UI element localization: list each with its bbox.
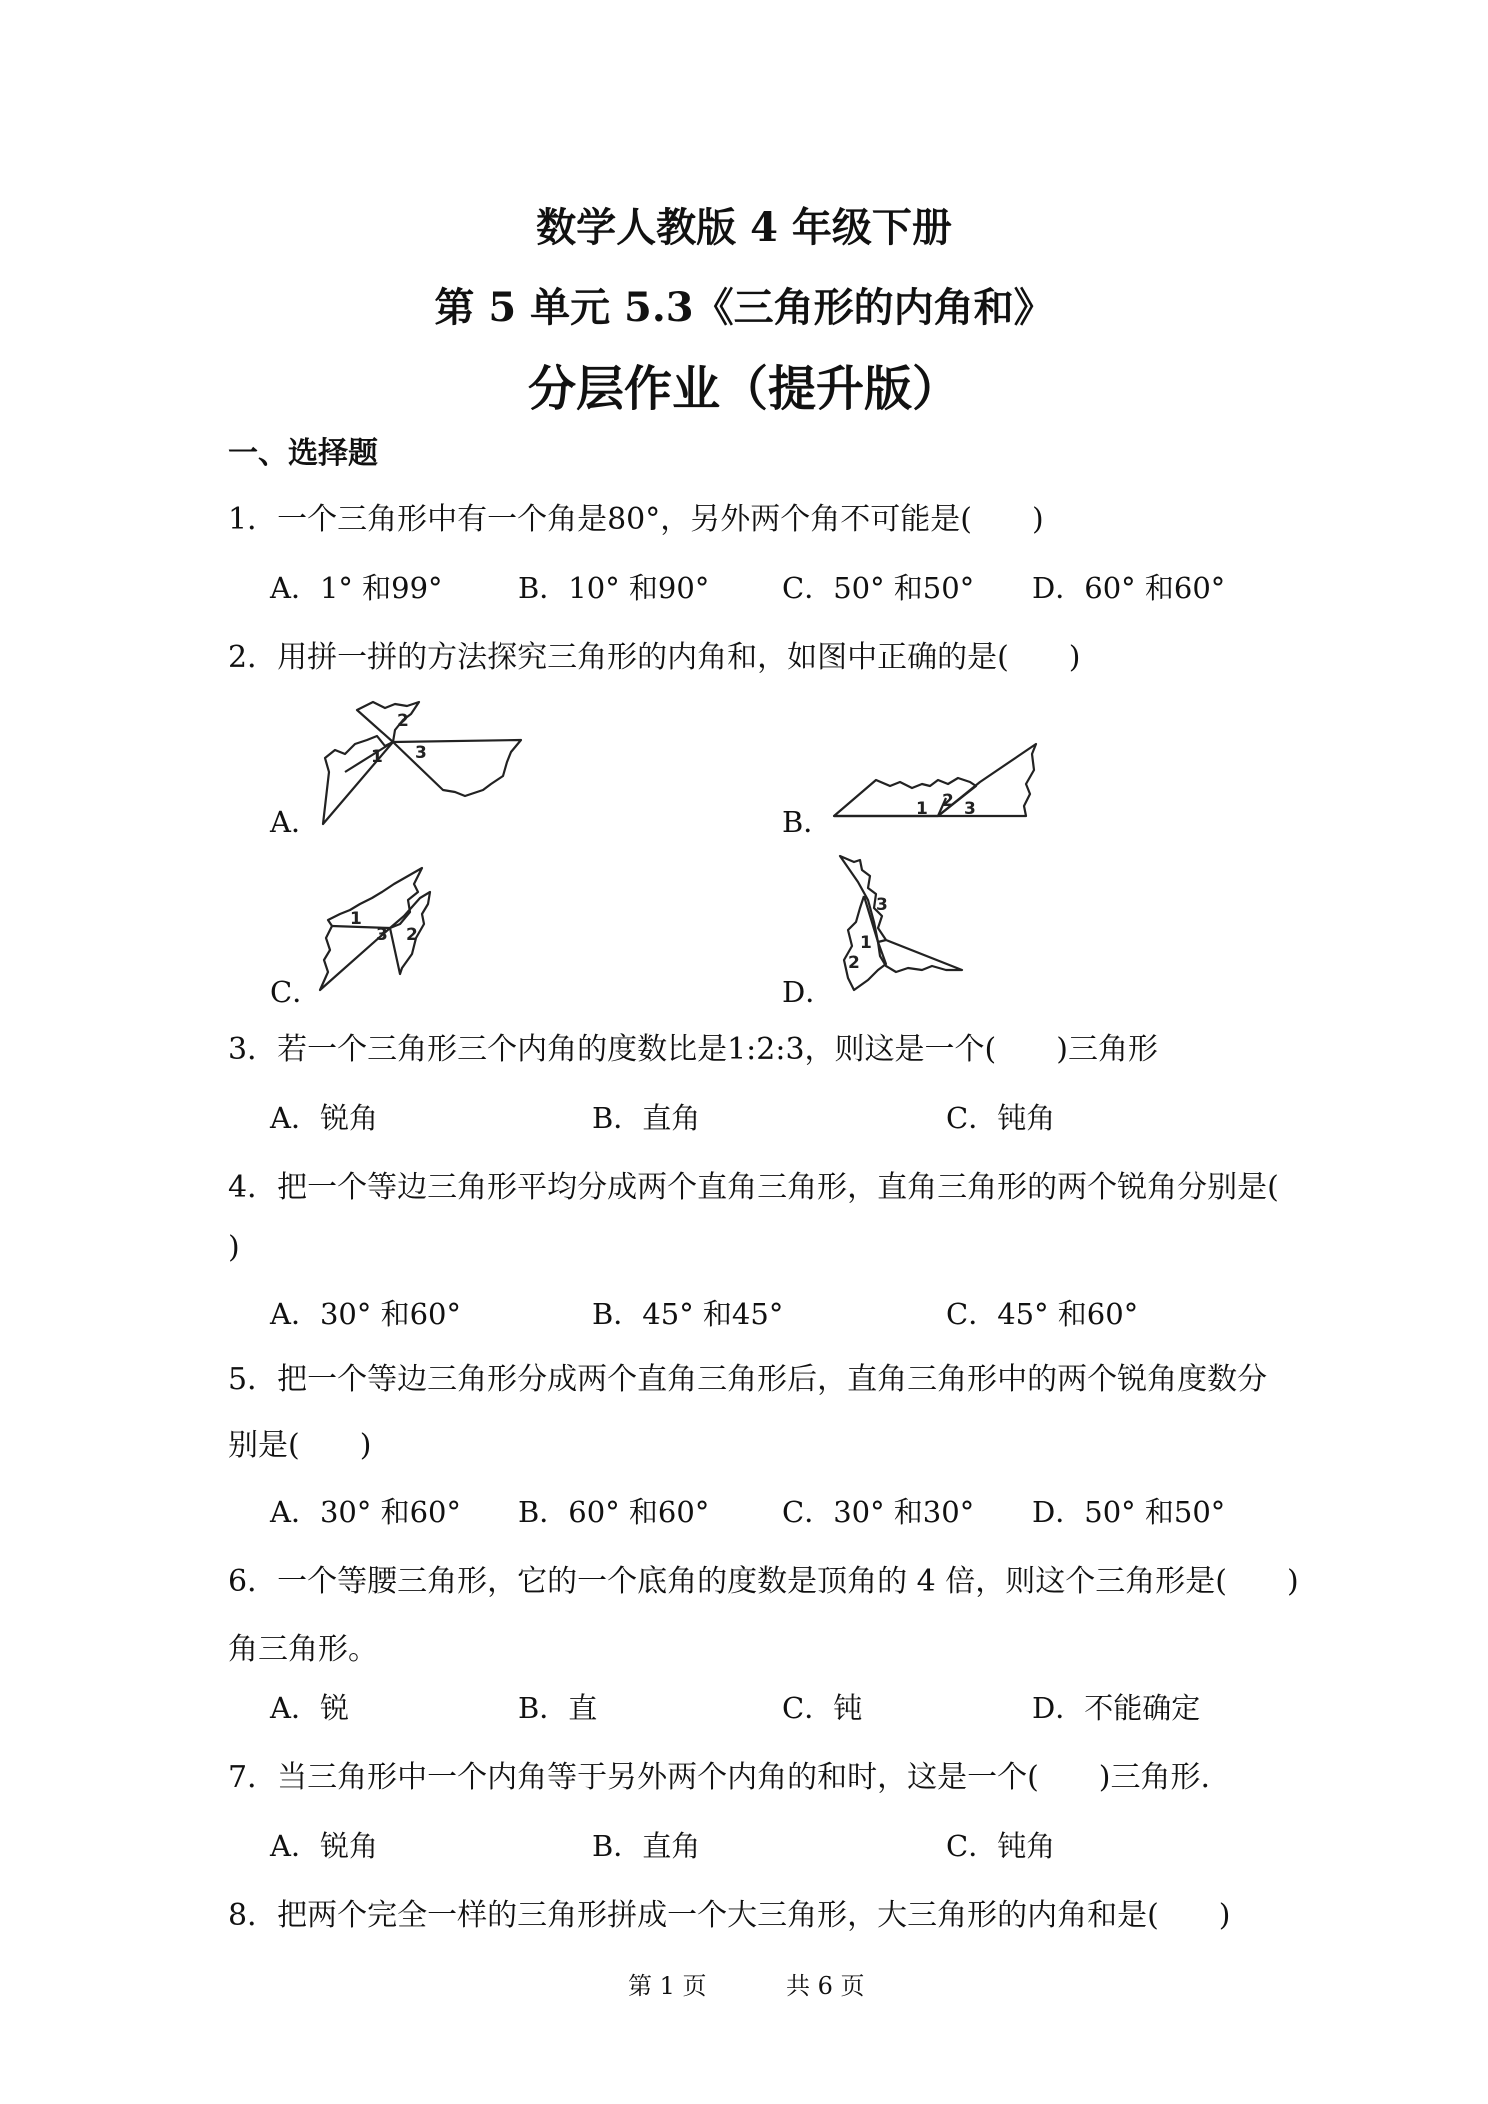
page-number-current: 第 1 页 <box>628 1972 707 2000</box>
question-4-option-c: C．45° 和60° <box>946 1297 1139 1331</box>
question-7-stem: 7．当三角形中一个内角等于另外两个内角的和时，这是一个( )三角形. <box>228 1760 1211 1795</box>
question-2-option-a: A． <box>270 805 320 839</box>
question-1-stem: 1．一个三角形中有一个角是80°，另外两个角不可能是( ) <box>228 502 1044 537</box>
question-2-figure-a <box>315 700 535 830</box>
figure-a-label-2: 2 <box>397 711 409 731</box>
question-6-option-d: D．不能确定 <box>1032 1691 1201 1725</box>
question-7-option-b: B．直角 <box>592 1829 701 1863</box>
question-7-option-a: A．锐角 <box>270 1829 378 1863</box>
question-4-option-b: B．45° 和45° <box>592 1297 784 1331</box>
figure-d-label-1: 1 <box>860 933 872 953</box>
figure-b-label-2: 2 <box>942 791 954 811</box>
question-2-option-b: B． <box>782 805 833 839</box>
figure-c-label-3: 3 <box>376 925 388 945</box>
figure-c-label-1: 1 <box>350 909 362 929</box>
question-3-stem: 3．若一个三角形三个内角的度数比是1:2:3，则这是一个( )三角形 <box>228 1032 1158 1067</box>
question-5-option-a: A．30° 和60° <box>270 1495 461 1529</box>
question-5-option-c: C．30° 和30° <box>782 1495 975 1529</box>
question-2-figure-d <box>838 852 968 1002</box>
section-heading-choice: 一、选择题 <box>228 436 378 471</box>
question-3-option-b: B．直角 <box>592 1101 701 1135</box>
question-5-option-d: D．50° 和50° <box>1032 1495 1226 1529</box>
question-1-option-b: B．10° 和90° <box>518 571 710 605</box>
worksheet-title-unit: 第 5 单元 5.3《三角形的内角和》 <box>434 284 1054 331</box>
question-4-stem-line2: ) <box>228 1230 240 1265</box>
question-2-figure-b <box>830 740 1060 820</box>
worksheet-title-grade: 数学人教版 4 年级下册 <box>536 204 952 251</box>
question-5-stem-line1: 5．把一个等边三角形分成两个直角三角形后，直角三角形中的两个锐角度数分 <box>228 1362 1268 1397</box>
question-3-option-a: A．锐角 <box>270 1101 378 1135</box>
question-7-option-c: C．钝角 <box>946 1829 1056 1863</box>
question-2-stem: 2．用拼一拼的方法探究三角形的内角和，如图中正确的是( ) <box>228 640 1081 675</box>
question-6-stem-line1: 6．一个等腰三角形，它的一个底角的度数是顶角的 4 倍，则这个三角形是( ) <box>228 1564 1299 1599</box>
question-2-figure-c <box>318 864 458 994</box>
question-8-stem: 8．把两个完全一样的三角形拼成一个大三角形，大三角形的内角和是( ) <box>228 1898 1231 1933</box>
question-6-option-c: C．钝 <box>782 1691 863 1725</box>
question-5-option-b: B．60° 和60° <box>518 1495 710 1529</box>
question-1-option-c: C．50° 和50° <box>782 571 975 605</box>
figure-a-label-3: 3 <box>415 743 427 763</box>
figure-b-label-1: 1 <box>916 799 928 819</box>
question-6-option-b: B．直 <box>518 1691 598 1725</box>
question-6-stem-line2: 角三角形。 <box>228 1632 378 1667</box>
worksheet-title-level: 分层作业（提升版） <box>527 361 960 417</box>
question-4-stem-line1: 4．把一个等边三角形平均分成两个直角三角形，直角三角形的两个锐角分别是( <box>228 1170 1279 1205</box>
figure-d-label-2: 2 <box>848 953 860 973</box>
figure-b-label-3: 3 <box>964 799 976 819</box>
question-5-stem-line2: 别是( ) <box>228 1428 372 1463</box>
question-2-option-d: D． <box>782 975 835 1009</box>
question-3-option-c: C．钝角 <box>946 1101 1056 1135</box>
figure-a-label-1: 1 <box>371 747 383 767</box>
question-4-option-a: A．30° 和60° <box>270 1297 461 1331</box>
question-1-option-a: A．1° 和99° <box>270 571 443 605</box>
question-1-option-d: D．60° 和60° <box>1032 571 1226 605</box>
question-2-option-c: C． <box>270 975 322 1009</box>
figure-d-label-3: 3 <box>876 895 888 915</box>
question-6-option-a: A．锐 <box>270 1691 349 1725</box>
page-number-total: 共 6 页 <box>786 1972 865 2000</box>
figure-c-label-2: 2 <box>406 925 418 945</box>
